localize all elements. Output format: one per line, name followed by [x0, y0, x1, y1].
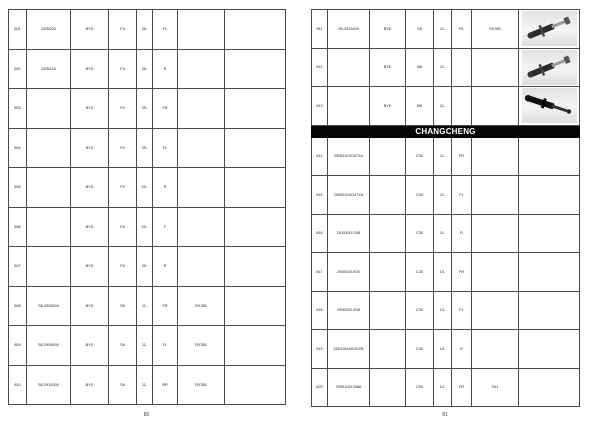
model-cell: F3	[109, 49, 137, 89]
year-cell: 11-	[434, 87, 452, 126]
product-image-cell	[519, 176, 580, 215]
brand-cell: BYD	[370, 87, 406, 126]
brand-cell: BYD	[71, 286, 109, 326]
position-cell: FL	[452, 176, 472, 215]
item-number-cell: 809	[9, 326, 27, 366]
shock-absorber-black-photo	[522, 88, 577, 123]
item-number-cell: 808	[9, 286, 27, 326]
item-number-cell: 818	[312, 291, 328, 330]
year-cell: 09-	[137, 247, 153, 287]
product-image-cell	[225, 168, 286, 208]
brand-cell: BYD	[71, 365, 109, 405]
model-cell: C50	[406, 368, 434, 407]
oem-number-cell	[27, 89, 71, 129]
type-code-cell	[472, 87, 519, 126]
table-row	[9, 326, 286, 366]
oem-number-cell	[328, 48, 370, 87]
type-code-cell: RX350	[178, 365, 225, 405]
oem-number-cell: 2905110XG47XA	[328, 137, 370, 176]
brand-cell	[370, 291, 406, 330]
position-cell: RR	[153, 365, 178, 405]
model-cell: C30	[406, 253, 434, 292]
table-row	[9, 10, 286, 50]
year-cell: 11-	[434, 10, 452, 49]
position-cell: FR	[153, 286, 178, 326]
item-number-cell: 803	[9, 89, 27, 129]
product-image-cell	[519, 137, 580, 176]
oem-number-cell: S6-2905500	[27, 286, 71, 326]
table-row	[312, 137, 580, 176]
oem-number-cell	[27, 168, 71, 208]
type-code-cell: RX350	[178, 326, 225, 366]
table-row	[312, 214, 580, 253]
table-row	[312, 368, 580, 407]
product-image-cell	[225, 49, 286, 89]
product-image-cell	[225, 365, 286, 405]
table-row	[9, 89, 286, 129]
position-cell: FR	[452, 253, 472, 292]
brand-cell: BYD	[71, 207, 109, 247]
brand-cell: BYD	[71, 49, 109, 89]
table-row	[312, 176, 580, 215]
table-row	[312, 87, 580, 126]
table-row	[9, 128, 286, 168]
model-cell: S6	[109, 326, 137, 366]
oem-number-cell: 2905100	[27, 49, 71, 89]
type-code-cell	[472, 253, 519, 292]
product-image-cell	[225, 326, 286, 366]
table-row	[9, 168, 286, 208]
brand-cell	[370, 137, 406, 176]
table-row	[9, 365, 286, 405]
year-cell: 09-	[137, 168, 153, 208]
oem-number-cell: 2905200	[27, 10, 71, 50]
year-cell: 10-	[434, 291, 452, 330]
oem-number-cell	[27, 207, 71, 247]
item-number-cell: 812	[312, 48, 328, 87]
brand-cell	[370, 253, 406, 292]
year-cell: 09-	[137, 207, 153, 247]
oem-number-cell: S6-2915400	[328, 10, 370, 49]
brand-cell: BYD	[71, 168, 109, 208]
model-cell: F6	[109, 207, 137, 247]
oem-number-cell: S6-2915300	[27, 365, 71, 405]
year-cell: 09-	[137, 89, 153, 129]
item-number-cell: 814	[312, 137, 328, 176]
position-cell: R	[452, 214, 472, 253]
item-number-cell: 804	[9, 128, 27, 168]
position-cell	[452, 48, 472, 87]
item-number-cell: 810	[9, 365, 27, 405]
brand-cell: BYD	[370, 48, 406, 87]
table-row	[312, 253, 580, 292]
brand-cell: BYD	[71, 326, 109, 366]
brand-cell: BYD	[71, 10, 109, 50]
position-cell: FR	[153, 89, 178, 129]
position-cell: FL	[452, 291, 472, 330]
product-image-cell	[225, 207, 286, 247]
model-cell: C30	[406, 291, 434, 330]
year-cell: 10-	[434, 253, 452, 292]
oem-number-cell: 2915100-G08	[328, 214, 370, 253]
item-number-cell: 815	[312, 176, 328, 215]
item-number-cell: 819	[312, 330, 328, 369]
item-number-cell: 801	[9, 10, 27, 50]
model-cell: F0	[109, 128, 137, 168]
item-number-cell: 811	[312, 10, 328, 49]
table-row	[9, 207, 286, 247]
type-code-cell	[472, 214, 519, 253]
oem-number-cell: S6-2905600	[27, 326, 71, 366]
position-cell: FR	[452, 137, 472, 176]
type-code-cell	[178, 247, 225, 287]
table-row	[9, 49, 286, 89]
catalog-page-right	[311, 9, 579, 407]
oem-number-cell	[27, 247, 71, 287]
model-cell: C30	[406, 214, 434, 253]
product-image-cell	[225, 10, 286, 50]
position-cell	[452, 87, 472, 126]
type-code-cell: RX350	[178, 286, 225, 326]
model-cell: F6	[109, 247, 137, 287]
type-code-cell	[178, 10, 225, 50]
product-image-cell	[519, 330, 580, 369]
year-cell: 11-	[434, 48, 452, 87]
item-number-cell: 805	[9, 168, 27, 208]
table-row	[9, 247, 286, 287]
item-number-cell: 802	[9, 49, 27, 89]
item-number-cell: 820	[312, 368, 328, 407]
year-cell: 11-	[137, 326, 153, 366]
product-image-cell	[225, 247, 286, 287]
type-code-cell	[178, 49, 225, 89]
oem-number-cell	[27, 128, 71, 168]
position-cell: FL	[153, 128, 178, 168]
item-number-cell: 817	[312, 253, 328, 292]
model-cell: S6	[406, 10, 434, 49]
item-number-cell: 807	[9, 247, 27, 287]
year-cell: 10-	[434, 330, 452, 369]
product-image-cell	[225, 286, 286, 326]
brand-cell: BYD	[71, 89, 109, 129]
catalog-page-left	[8, 9, 285, 405]
oem-number-cell	[328, 87, 370, 126]
brand-cell: BYD	[71, 128, 109, 168]
type-code-cell: RX350	[472, 10, 519, 49]
year-cell: 11-	[434, 214, 452, 253]
year-cell: 11-	[434, 176, 452, 215]
oem-number-cell: 2905110XJ08A	[328, 368, 370, 407]
right-parts-table	[311, 9, 580, 407]
type-code-cell	[472, 330, 519, 369]
model-cell: S6	[109, 365, 137, 405]
year-cell: 11-	[137, 286, 153, 326]
year-cell: 11-	[434, 137, 452, 176]
model-cell: S6	[109, 286, 137, 326]
year-cell: 12-	[434, 368, 452, 407]
type-code-cell	[472, 291, 519, 330]
product-image-cell	[225, 89, 286, 129]
type-code-cell	[178, 128, 225, 168]
table-row	[312, 291, 580, 330]
type-code-cell	[472, 137, 519, 176]
model-cell: C30	[406, 176, 434, 215]
position-cell: R	[153, 49, 178, 89]
table-row	[9, 286, 286, 326]
table-row	[312, 10, 580, 49]
position-cell: RL	[452, 10, 472, 49]
brand-cell: BYD	[71, 247, 109, 287]
type-code-cell	[178, 168, 225, 208]
page-number-left: 80	[143, 412, 150, 418]
model-cell: M6	[406, 48, 434, 87]
product-image-cell	[519, 291, 580, 330]
model-cell: C30	[406, 137, 434, 176]
year-cell: 09-	[137, 128, 153, 168]
left-parts-table	[8, 9, 286, 405]
section-title-changcheng: CHANGCHENG	[312, 125, 580, 137]
oem-number-cell: 2905210XG47XA	[328, 176, 370, 215]
type-code-cell	[178, 89, 225, 129]
brand-cell	[370, 176, 406, 215]
brand-cell: BYD	[370, 10, 406, 49]
position-cell: FL	[153, 10, 178, 50]
position-cell: R	[153, 247, 178, 287]
year-cell: 06-	[137, 49, 153, 89]
product-image-cell	[519, 48, 580, 87]
product-image-cell	[519, 214, 580, 253]
brand-cell	[370, 214, 406, 253]
brand-cell	[370, 330, 406, 369]
position-cell: FR	[452, 368, 472, 407]
type-code-cell	[178, 207, 225, 247]
year-cell: 06-	[137, 10, 153, 50]
position-cell: R	[153, 168, 178, 208]
model-cell: C30	[406, 330, 434, 369]
product-image-cell	[519, 253, 580, 292]
type-code-cell: FA1	[472, 368, 519, 407]
section-header-row	[312, 125, 580, 137]
oem-number-cell: 2905200-S08	[328, 291, 370, 330]
table-row	[312, 48, 580, 87]
model-cell: F0	[109, 89, 137, 129]
item-number-cell: 813	[312, 87, 328, 126]
product-image-cell	[519, 368, 580, 407]
model-cell: F3	[109, 10, 137, 50]
shock-absorber-photo	[522, 11, 577, 46]
year-cell: 11-	[137, 365, 153, 405]
model-cell: F0	[109, 168, 137, 208]
table-row	[312, 330, 580, 369]
item-number-cell: 806	[9, 207, 27, 247]
item-number-cell: 816	[312, 214, 328, 253]
type-code-cell	[472, 176, 519, 215]
type-code-cell	[472, 48, 519, 87]
model-cell: M6	[406, 87, 434, 126]
product-image-cell	[519, 87, 580, 126]
position-cell: FL	[153, 326, 178, 366]
page-number-right: 81	[442, 412, 448, 418]
oem-number-cell: 2915100AKG0XB	[328, 330, 370, 369]
product-image-cell	[225, 128, 286, 168]
brand-cell	[370, 368, 406, 407]
product-image-cell	[519, 10, 580, 49]
shock-absorber-photo	[522, 50, 577, 85]
position-cell: R	[452, 330, 472, 369]
oem-number-cell: 2905100-K00	[328, 253, 370, 292]
position-cell: F	[153, 207, 178, 247]
